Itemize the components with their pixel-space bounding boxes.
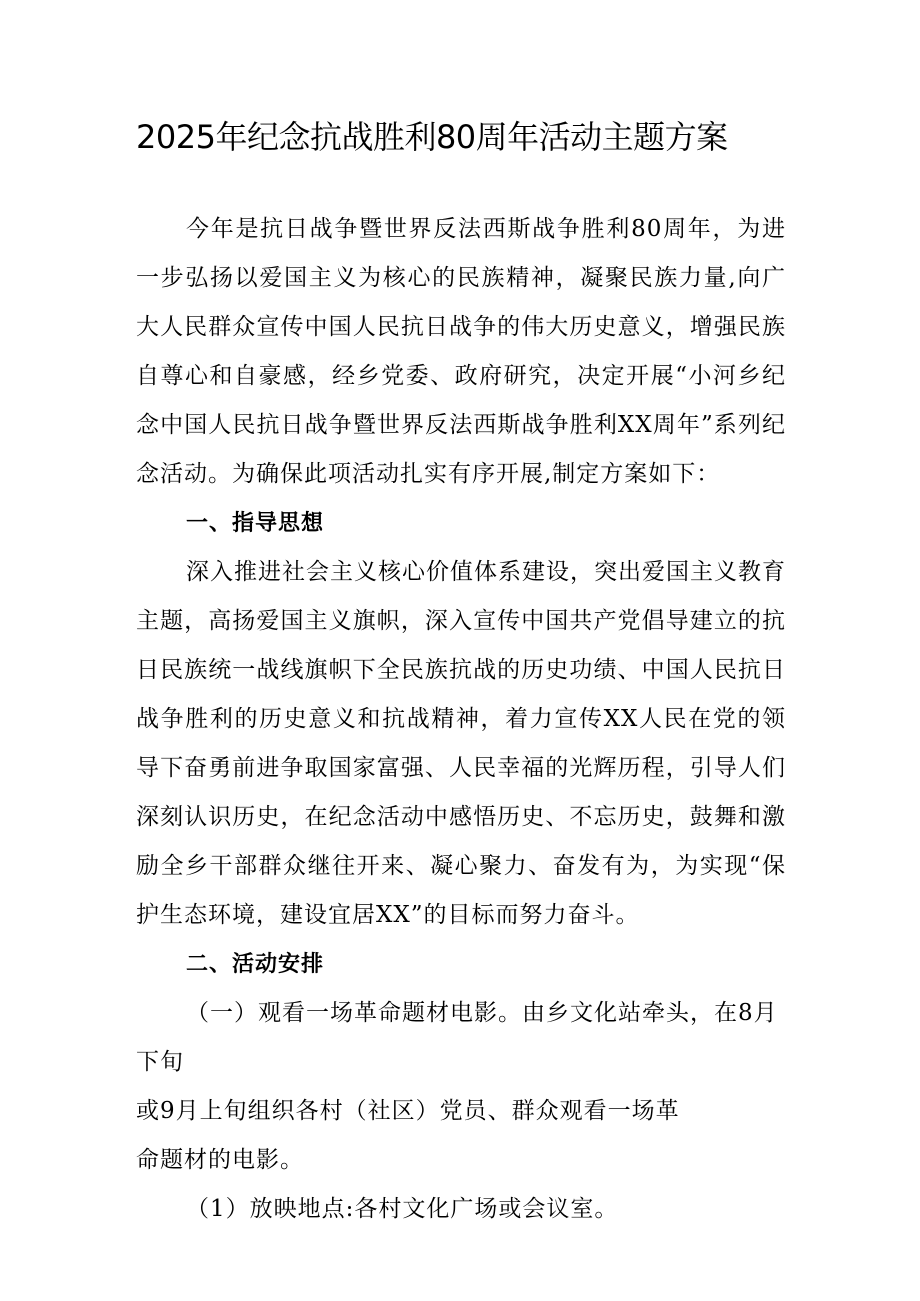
section-heading-guiding-ideology: 一、指导思想	[186, 511, 325, 536]
document-body	[136, 205, 786, 1234]
item1-line1: （一）观看一场革命题材电影。由乡文化站牵头，在8月下旬	[136, 1000, 778, 1075]
guiding-ideology-paragraph: 深入推进社会主义核心价值体系建设，突出爱国主义教育主题，高扬爱国主义旗帜，深入宣传中国共产党倡导建立的抗日民族统一战线旗帜下全民族抗战的历史功绩、中国人民抗日战争胜利的历史意义和抗战精神，着力宣传XX人民在党的领导下奋勇前进争取国家富强、人民幸福的光辉历程，引导人们深刻认识历史，在纪念活动中感悟历史、不忘历史，鼓舞和激励全乡干部群众继往开来、凝心聚力、奋发有为，为实现“保护生态环境，建设宜居XX”的目标而努力奋斗。	[136, 559, 786, 928]
document-title: 2025年纪念抗战胜利80周年活动主题方案	[136, 118, 728, 156]
sub-item-location: （1）放映地点:各村文化广场或会议室。	[186, 1196, 619, 1222]
item1-line3: 命题材的电影。	[136, 1147, 304, 1173]
item1-line2: 或9月上旬组织各村（社区）党员、群众观看一场革	[136, 1098, 680, 1124]
intro-paragraph: 今年是抗日战争暨世界反法西斯战争胜利80周年，为进一步弘扬以爱国主义为核心的民族精神，凝聚民族力量,向广大人民群众宣传中国人民抗日战争的伟大历史意义，增强民族自尊心和自豪感，经乡党委、政府研究，决定开展“小河乡纪念中国人民抗日战争暨世界反法西斯战争胜利XX周年”系列纪念活动。为确保此项活动扎实有序开展,制定方案如下：	[136, 216, 786, 487]
section-heading-activity-arrangement: 二、活动安排	[186, 952, 325, 977]
